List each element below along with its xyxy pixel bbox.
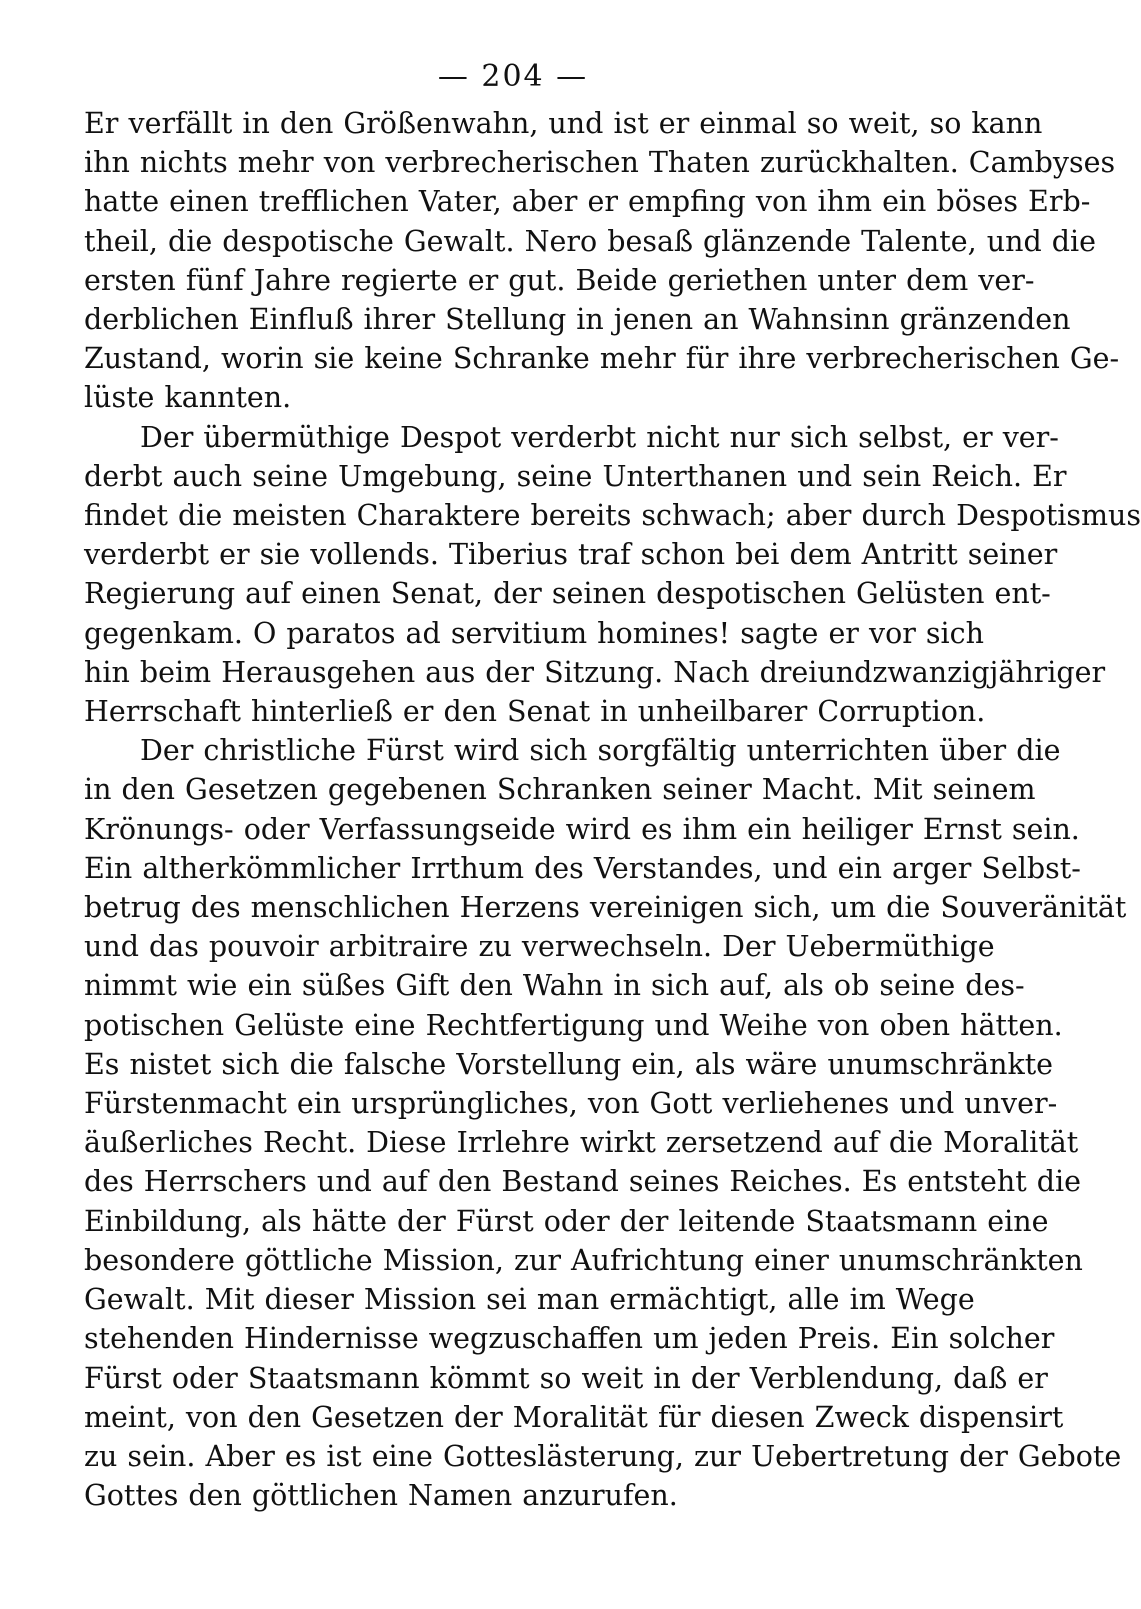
text-line: zu sein. Aber es ist eine Gotteslästerung, zur Uebertretung der Gebote: [84, 1439, 1122, 1473]
text-line: derbt auch seine Umgebung, seine Unterthanen und sein Reich. Er: [84, 459, 1067, 493]
book-page: [84, 54, 1141, 1515]
text-line: Gewalt. Mit dieser Mission sei man ermächtigt, alle im Wege: [84, 1283, 975, 1317]
text-line: Der übermüthige Despot verderbt nicht nur sich selbst, er ver-: [140, 420, 1059, 454]
text-line: meint, von den Gesetzen der Moralität für diesen Zweck dispensirt: [84, 1400, 1064, 1434]
text-line: ihn nichts mehr von verbrecherischen Thaten zurückhalten. Cambyses: [84, 146, 1116, 180]
text-line: stehenden Hindernisse wegzuschaffen um jeden Preis. Ein solcher: [84, 1322, 1055, 1356]
text-line: Fürst oder Staatsmann kömmt so weit in der Verblendung, daß er: [84, 1361, 1048, 1395]
text-line: hin beim Herausgehen aus der Sitzung. Nach dreiundzwanzigjähriger: [84, 655, 1106, 689]
text-line: lüste kannten.: [84, 381, 292, 415]
text-line: findet die meisten Charaktere bereits schwach; aber durch Despotismus: [84, 499, 1141, 533]
text-line: Es nistet sich die falsche Vorstellung ein, als wäre unumschränkte: [84, 1047, 1054, 1081]
text-line: Regierung auf einen Senat, der seinen despotischen Gelüsten ent-: [84, 577, 1051, 611]
text-line: Herrschaft hinterließ er den Senat in unheilbarer Corruption.: [84, 695, 986, 729]
text-line: in den Gesetzen gegebenen Schranken seiner Macht. Mit seinem: [84, 773, 1036, 807]
text-line: gegenkam. O paratos ad servitium homines! sagte er vor sich: [84, 616, 984, 650]
text-line: Er verfällt in den Größenwahn, und ist er einmal so weit, so kann: [84, 107, 1043, 140]
text-line: besondere göttliche Mission, zur Aufrichtung einer unumschränkten: [84, 1243, 1083, 1277]
text-line: Der christliche Fürst wird sich sorgfältig unterrichten über die: [140, 734, 1061, 768]
text-line: betrug des menschlichen Herzens vereinigen sich, um die Souveränität: [84, 891, 1127, 925]
text-line: nimmt wie ein süßes Gift den Wahn in sich auf, als ob seine des-: [84, 969, 1025, 1003]
text-line: des Herrschers und auf den Bestand seines Reiches. Es entsteht die: [84, 1165, 1081, 1199]
text-line: verderbt er sie vollends. Tiberius traf schon bei dem Antritt seiner: [84, 538, 1058, 572]
text-line: ersten fünf Jahre regierte er gut. Beide geriethen unter dem ver-: [84, 263, 1035, 297]
text-line: Gottes den göttlichen Namen anzurufen.: [84, 1479, 678, 1513]
text-line: Fürstenmacht ein ursprüngliches, von Gott verliehenes und unver-: [84, 1087, 1058, 1121]
text-line: hatte einen trefflichen Vater, aber er empfing von ihm ein böses Erb-: [84, 185, 1091, 219]
text-line: Krönungs- oder Verfassungseide wird es ihm ein heiliger Ernst sein.: [84, 812, 1080, 846]
text-line: Ein altherkömmlicher Irrthum des Verstandes, und ein arger Selbst-: [84, 851, 1081, 885]
text-line: Zustand, worin sie keine Schranke mehr für ihre verbrecherischen Ge-: [84, 342, 1120, 376]
paragraph-3: [84, 731, 1127, 1515]
text-line: äußerliches Recht. Diese Irrlehre wirkt zersetzend auf die Moralität: [84, 1126, 1079, 1160]
text-line: derblichen Einfluß ihrer Stellung in jenen an Wahnsinn gränzenden: [84, 303, 1071, 337]
text-line: und das pouvoir arbitraire zu verwechseln. Der Uebermüthige: [84, 930, 995, 964]
text-line: Einbildung, als hätte der Fürst oder der leitende Staatsmann eine: [84, 1204, 1049, 1238]
text-line: potischen Gelüste eine Rechtfertigung und Weihe von oben hätten.: [84, 1008, 1063, 1042]
text-line: theil, die despotische Gewalt. Nero besaß glänzende Talente, und die: [84, 224, 1096, 258]
paragraph-1: [84, 104, 1120, 418]
page-number: — 204 —: [437, 59, 589, 94]
paragraph-2: [84, 418, 1141, 732]
